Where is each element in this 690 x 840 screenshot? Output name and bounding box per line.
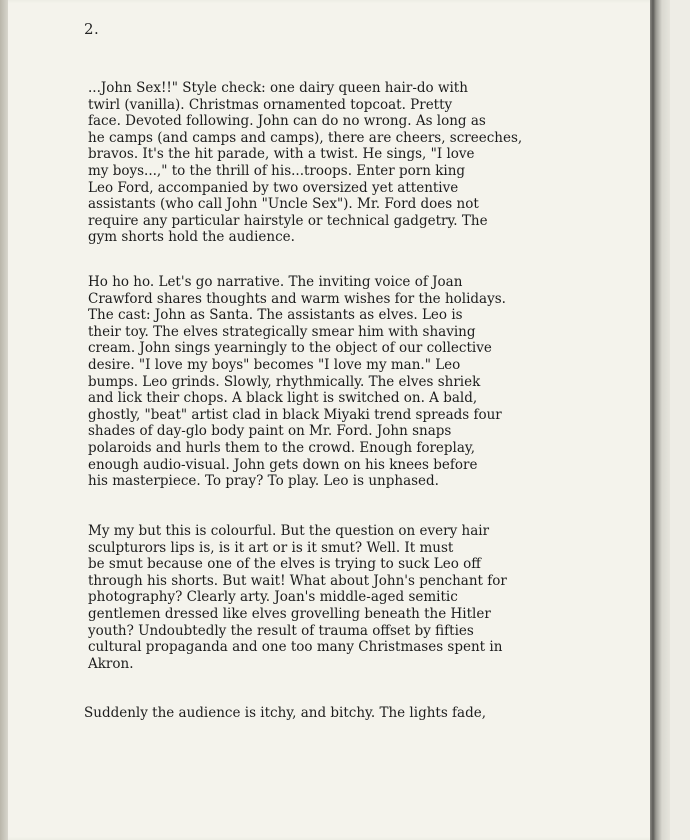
text-line: My my but this is colourful. But the question on every hair: [88, 523, 490, 539]
text-line: gentlemen dressed like elves grovelling beneath the Hitler: [88, 605, 491, 622]
paragraph-ho-ho-ho: [88, 274, 608, 490]
text-line: The cast: John as Santa. The assistants as elves. Leo is: [88, 307, 463, 324]
text-line: enough audio-visual. John gets down on his knees before: [88, 456, 478, 473]
text-line: require any particular hairstyle or technical gadgetry. The: [88, 212, 488, 229]
text-line: face. Devoted following. John can do no wrong. As long as: [88, 113, 486, 130]
text-line: their toy. The elves strategically smear him with shaving: [88, 323, 476, 340]
text-line: bravos. It's the hit parade, with a twist. He sings, "I love: [88, 146, 475, 163]
paragraph-my-my: [88, 523, 608, 672]
text-line: youth? Undoubtedly the result of trauma offset by fifties: [88, 622, 474, 639]
text-line: twirl (vanilla). Christmas ornamented topcoat. Pretty: [88, 96, 453, 113]
text-line: Ho ho ho. Let's go narrative. The inviting voice of Joan: [88, 274, 463, 290]
text-line: his masterpiece. To pray? To play. Leo is unphased.: [88, 473, 439, 490]
text-line: desire. "I love my boys" becomes "I love my man." Leo: [88, 356, 461, 373]
text-line: sculpturors lips is, is it art or is it smut? Well. It must: [88, 539, 454, 556]
text-line: he camps (and camps and camps), there are cheers, screeches,: [88, 129, 523, 146]
page-number: 2.: [84, 20, 100, 38]
page-left-edge: [0, 0, 8, 840]
text-line: Suddenly the audience is itchy, and bitchy. The lights fade,: [84, 705, 487, 721]
text-line: my boys...," to the thrill of his...troops. Enter porn king: [88, 162, 466, 179]
binding-shadow: [650, 0, 670, 840]
text-line: be smut because one of the elves is trying to suck Leo off: [88, 556, 481, 573]
text-line: photography? Clearly arty. Joan's middle-aged semitic: [88, 589, 458, 606]
text-line: ...John Sex!!" Style check: one dairy queen hair-do with: [88, 80, 468, 96]
text-line: bumps. Leo grinds. Slowly, rhythmically. The elves shriek: [88, 373, 481, 390]
text-line: Akron.: [88, 655, 134, 672]
text-line: polaroids and hurls them to the crowd. Enough foreplay,: [88, 439, 476, 456]
text-line: gym shorts hold the audience.: [88, 229, 295, 246]
paragraph-suddenly: [84, 705, 604, 722]
text-line: cream. John sings yearningly to the object of our collective: [88, 340, 492, 357]
paragraph-john-sex: [88, 80, 608, 246]
text-line: Leo Ford, accompanied by two oversized yet attentive: [88, 179, 459, 196]
text-line: Crawford shares thoughts and warm wishes for the holidays.: [88, 290, 506, 307]
text-line: cultural propaganda and one too many Christmases spent in: [88, 639, 503, 656]
text-line: and lick their chops. A black light is switched on. A bald,: [88, 390, 478, 407]
text-line: shades of day-glo body paint on Mr. Ford. John snaps: [88, 423, 452, 440]
text-line: through his shorts. But wait! What about John's penchant for: [88, 572, 507, 589]
text-line: assistants (who call John "Uncle Sex"). Mr. Ford does not: [88, 196, 479, 213]
text-line: ghostly, "beat" artist clad in black Miyaki trend spreads four: [88, 406, 502, 423]
